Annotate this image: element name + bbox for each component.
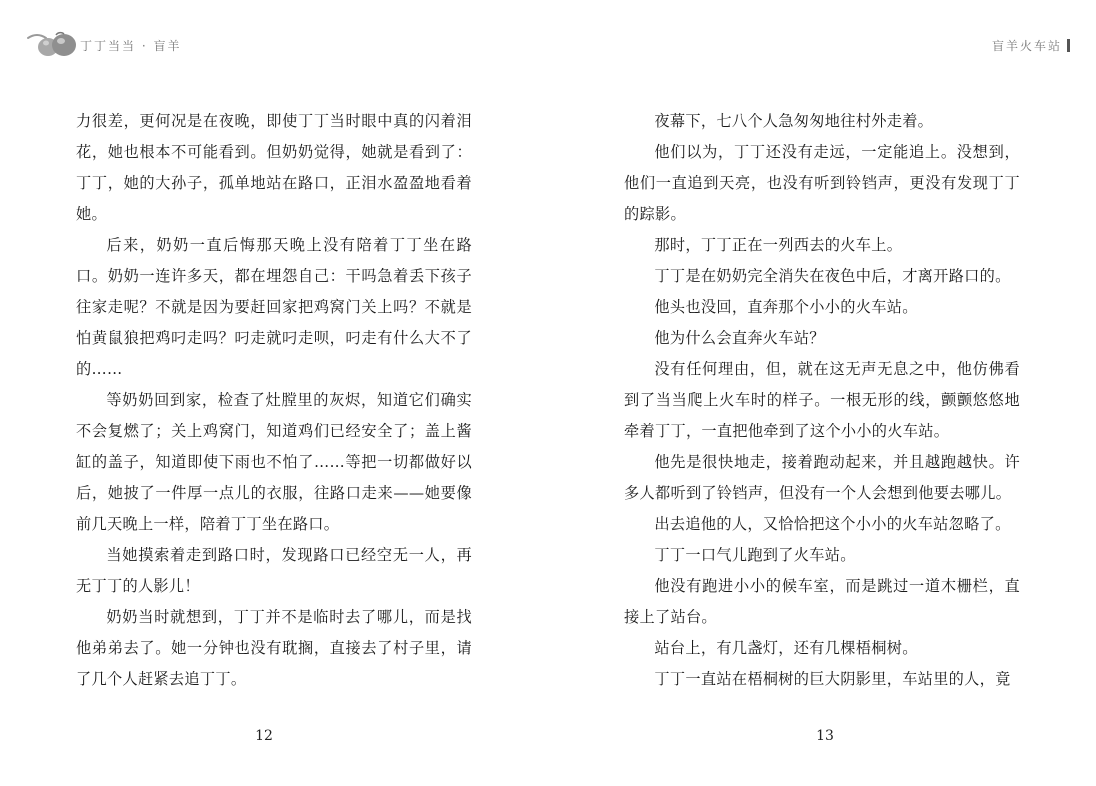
page-number-left: 12 — [255, 728, 273, 744]
paragraph: 他先是很快地走，接着跑动起来，并且越跑越快。许多人都听到了铃铛声，但没有一个人会想到他要去哪儿。 — [624, 453, 1020, 502]
paragraph: 没有任何理由，但，就在这无声无息之中，他仿佛看到了当当爬上火车时的样子。一根无形的线，颤颤悠悠地牵着丁丁，一直把他牵到了这个小小的火车站。 — [624, 360, 1020, 440]
paragraph: 他们以为，丁丁还没有走远，一定能追上。没想到，他们一直追到天亮，也没有听到铃铛声，更没有发现丁丁的踪影。 — [624, 143, 1020, 223]
paragraph: 丁丁是在奶奶完全消失在夜色中后，才离开路口的。 — [654, 267, 1011, 285]
book-title: 盲羊火车站 — [991, 39, 1062, 53]
series-title: 丁丁当当 · 盲羊 — [80, 39, 182, 53]
paragraph: 丁丁一口气儿跑到了火车站。 — [654, 546, 856, 564]
paragraph: 他为什么会直奔火车站？ — [654, 329, 825, 347]
paragraph: 那时，丁丁正在一列西去的火车上。 — [654, 236, 903, 254]
paragraph: 出去追他的人，又恰恰把这个小小的火车站忽略了。 — [654, 515, 1011, 533]
paragraph: 等奶奶回到家，检查了灶膛里的灰烬，知道它们确实不会复燃了；关上鸡窝门，知道鸡们已经安全了；盖上酱缸的盖子，知道即使下雨也不怕了……等把一切都做好以后，她披了一件厚一点儿的衣服，往路口走来——她要像前几天晚上一样，陪着丁丁坐在路口。 — [76, 391, 472, 533]
page-number-right: 13 — [816, 728, 834, 744]
paragraph: 后来，奶奶一直后悔那天晚上没有陪着丁丁坐在路口。奶奶一连许多天，都在埋怨自己：干吗急着丢下孩子往家走呢？不就是因为要赶回家把鸡窝门关上吗？不就是怕黄鼠狼把鸡叼走吗？叼走就叼走呗，叼走有什么大不了的…… — [76, 236, 472, 378]
paragraph: 奶奶当时就想到，丁丁并不是临时去了哪儿，而是找他弟弟去了。她一分钟也没有耽搁，直接去了村子里，请了几个人赶紧去追丁丁。 — [76, 608, 472, 688]
left-page-text — [76, 106, 472, 695]
right-page — [548, 0, 1096, 786]
paragraph: 当她摸索着走到路口时，发现路口已经空无一人，再无丁丁的人影儿！ — [76, 546, 472, 595]
paragraph: 站台上，有几盏灯，还有几棵梧桐树。 — [654, 639, 918, 657]
gourd-logo-icon — [26, 30, 78, 60]
paragraph: 力很差，更何况是在夜晚，即使丁丁当时眼中真的闪着泪花，她也根本不可能看到。但奶奶觉得，她就是看到了：丁丁，她的大孙子，孤单地站在路口，正泪水盈盈地看着她。 — [76, 112, 472, 223]
paragraph: 他头也没回，直奔那个小小的火车站。 — [654, 298, 918, 316]
paragraph: 夜幕下，七八个人急匆匆地往村外走着。 — [654, 112, 934, 130]
paragraph: 他没有跑进小小的候车室，而是跳过一道木栅栏，直接上了站台。 — [624, 577, 1020, 626]
title-bar-marker — [1067, 39, 1070, 52]
paragraph: 丁丁一直站在梧桐树的巨大阴影里，车站里的人，竟 — [654, 670, 1011, 688]
right-page-text — [624, 106, 1020, 695]
